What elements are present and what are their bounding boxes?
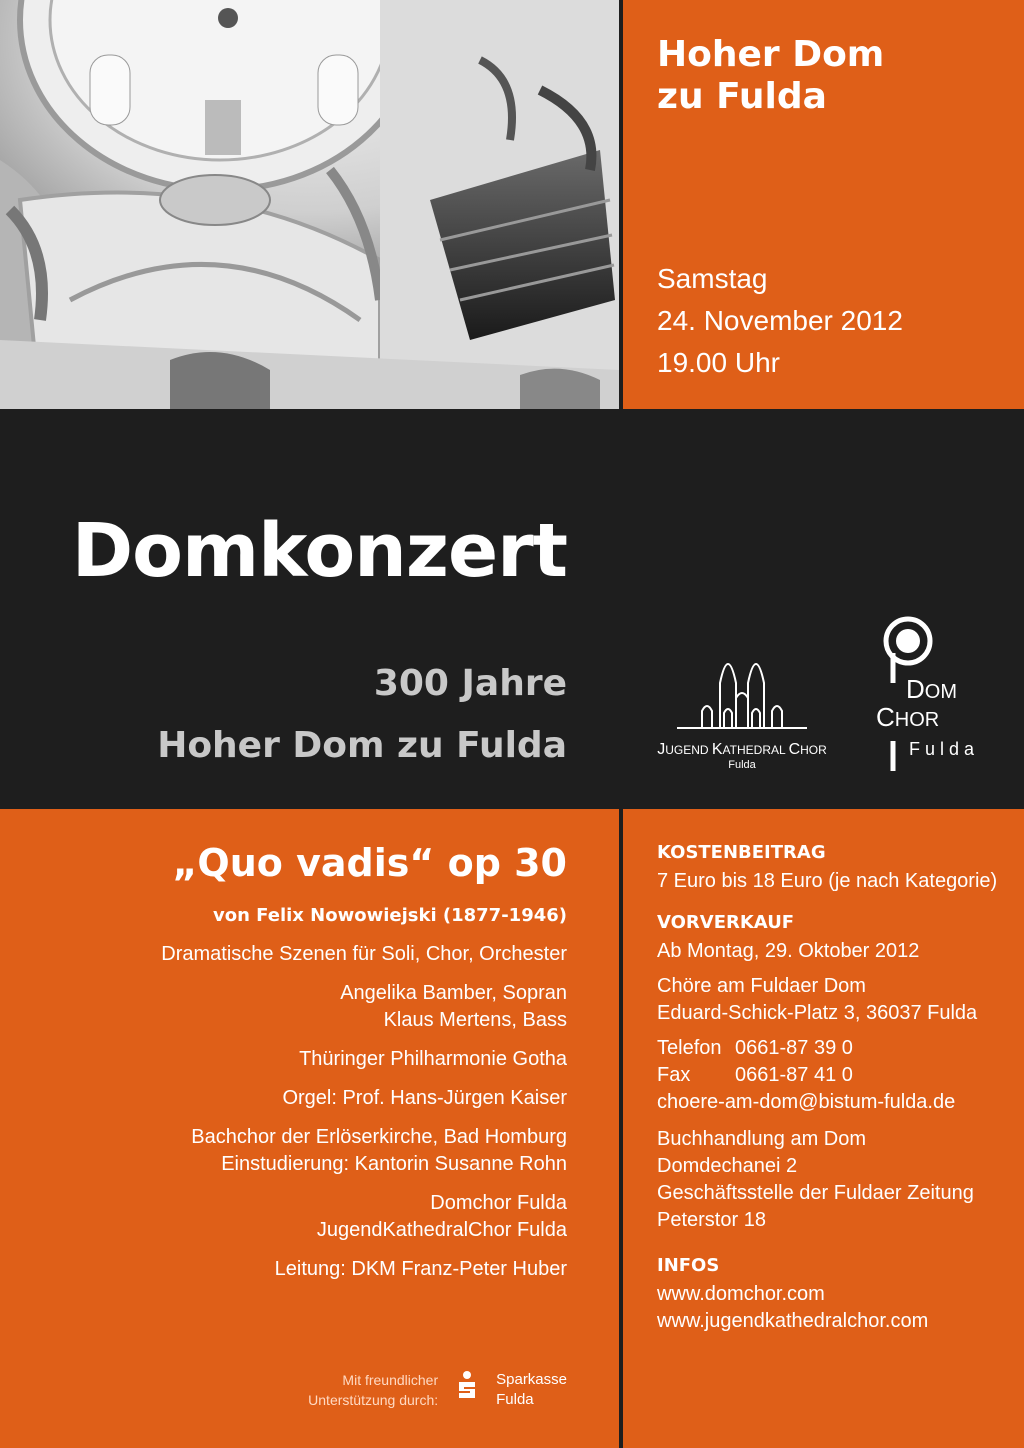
- phone-number: 0661-87 39 0: [735, 1037, 853, 1059]
- choir-bachchor: Bachchor der Erlöserkirche, Bad Homburg: [191, 1126, 567, 1148]
- work-description: Dramatische Szenen für Soli, Chor, Orchester: [161, 943, 567, 965]
- fax-label: Fax: [657, 1064, 691, 1086]
- dc-logo-line-1: DOM: [906, 674, 957, 704]
- sparkasse-name-line-2: Fulda: [496, 1391, 534, 1408]
- shop1-address: Domdechanei 2: [657, 1155, 798, 1177]
- sponsor-text: [308, 1370, 438, 1410]
- sponsor-line-2: Unterstützung durch:: [308, 1392, 439, 1408]
- website-domchor: www.domchor.com: [657, 1283, 825, 1305]
- event-date: [657, 258, 903, 384]
- jkc-logo-city: Fulda: [728, 759, 756, 771]
- jkc-logo-name: JUGEND KATHEDRAL CHOR: [657, 741, 827, 758]
- info-panel: [623, 809, 1024, 1448]
- choir-jugendkathedralchor: JugendKathedralChor Fulda: [316, 1219, 567, 1241]
- event-time: 19.00 Uhr: [657, 347, 780, 378]
- choir-rehearsal: Einstudierung: Kantorin Susanne Rohn: [221, 1153, 567, 1175]
- title-panel: [0, 413, 619, 805]
- organist: Orgel: Prof. Hans-Jürgen Kaiser: [282, 1087, 567, 1109]
- cost-text: 7 Euro bis 18 Euro (je nach Kategorie): [657, 870, 998, 892]
- infos-heading: INFOS: [657, 1255, 720, 1276]
- orchestra: Thüringer Philharmonie Gotha: [299, 1048, 567, 1070]
- jugend-kathedral-chor-logo: [657, 643, 827, 771]
- event-header-panel: [623, 0, 1024, 409]
- credits-list: [161, 941, 567, 1295]
- sponsor: [308, 1370, 567, 1410]
- soloist-bass: Klaus Mertens, Bass: [383, 1009, 567, 1031]
- sponsor-line-1: Mit freundlicher: [342, 1372, 439, 1388]
- event-date-text: 24. November 2012: [657, 305, 903, 336]
- presale-heading: VORVERKAUF: [657, 912, 795, 933]
- shop2-address: Peterstor 18: [657, 1209, 766, 1231]
- logo-panel: [623, 413, 1024, 805]
- fax-row: [657, 1062, 1017, 1089]
- dc-logo-city: Fulda: [909, 739, 980, 759]
- office-address: Eduard-Schick-Platz 3, 36037 Fulda: [657, 1002, 978, 1024]
- composer: von Felix Nowowiejski (1877-1946): [212, 905, 567, 926]
- choir-domchor: Domchor Fulda: [430, 1192, 567, 1214]
- shop2-name: Geschäftsstelle der Fuldaer Zeitung: [657, 1182, 974, 1204]
- soloist-soprano: Angelika Bamber, Sopran: [340, 982, 567, 1004]
- phone-label: Telefon: [657, 1037, 722, 1059]
- phone-row: [657, 1035, 1017, 1062]
- cost-heading: KOSTENBEITRAG: [657, 842, 826, 863]
- main-title: Domkonzert: [71, 508, 567, 594]
- fax-number: 0661-87 41 0: [735, 1064, 853, 1086]
- event-day: Samstag: [657, 263, 768, 294]
- conductor: Leitung: DKM Franz-Peter Huber: [274, 1258, 567, 1280]
- website-jugendkathedralchor: www.jugendkathedralchor.com: [657, 1310, 929, 1332]
- email: choere-am-dom@bistum-fulda.de: [657, 1091, 956, 1113]
- program-panel: [0, 809, 619, 1448]
- venue-title: [657, 34, 884, 118]
- sparkasse-name-line-1: Sparkasse: [496, 1371, 567, 1388]
- cathedral-spires-icon: [672, 643, 812, 733]
- sparkasse-name: [496, 1370, 567, 1410]
- subtitle-line-2: Hoher Dom zu Fulda: [157, 725, 567, 766]
- office-name: Chöre am Fuldaer Dom: [657, 975, 866, 997]
- cathedral-photo: [0, 0, 619, 409]
- presale-start: Ab Montag, 29. Oktober 2012: [657, 940, 920, 962]
- shop1-name: Buchhandlung am Dom: [657, 1128, 867, 1150]
- sparkasse-icon: [456, 1370, 478, 1400]
- dc-logo-line-2: CHOR: [876, 702, 940, 732]
- venue-line-1: Hoher Dom: [657, 34, 885, 75]
- work-title: „Quo vadis“ op 30: [172, 841, 567, 885]
- cathedral-interior-image: [0, 0, 619, 409]
- venue-line-2: zu Fulda: [657, 76, 827, 117]
- subtitle: [157, 653, 567, 777]
- subtitle-line-1: 300 Jahre: [373, 663, 567, 704]
- ticket-info: [657, 839, 1017, 1335]
